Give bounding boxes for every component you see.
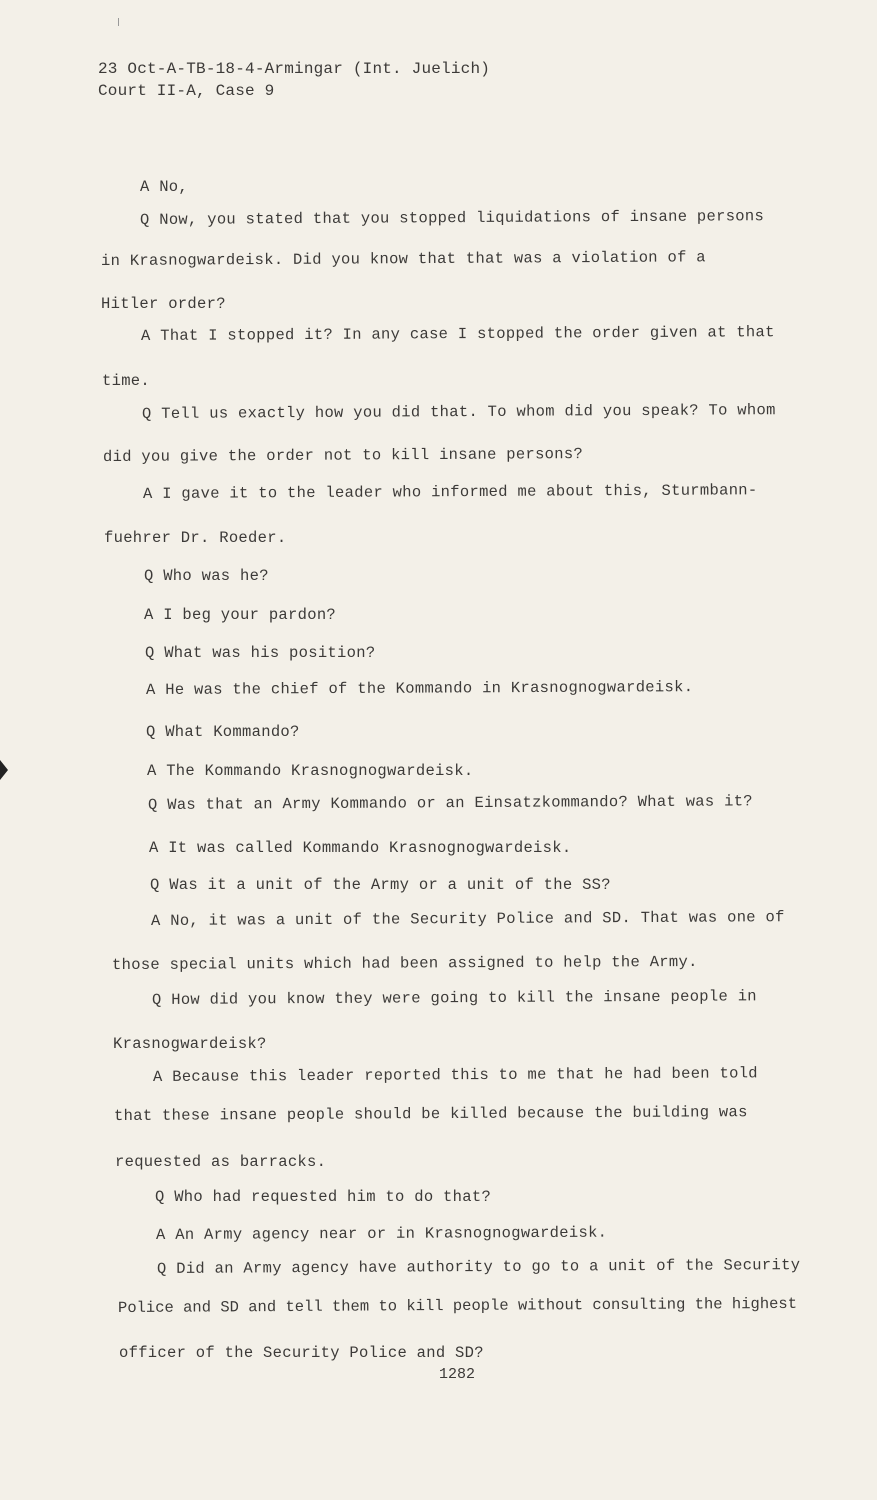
transcript-line: A I gave it to the leader who informed me about this, Sturmbann- <box>142 481 758 503</box>
transcript-line: Police and SD and tell them to kill people without consulting the highest <box>117 1294 798 1317</box>
transcript-line: Q Did an Army agency have authority to go to a unit of the Security <box>156 1256 801 1278</box>
transcript-line: A Because this leader reported this to me that he had been told <box>152 1064 758 1086</box>
transcript-line: Q What was his position? <box>145 644 376 662</box>
transcript-line: did you give the order not to kill insane persons? <box>102 445 584 466</box>
transcript-line: time. <box>102 372 151 390</box>
paper-mark <box>118 18 119 26</box>
transcript-line: A He was the chief of the Kommando in Krasnognogwardeisk. <box>145 678 694 699</box>
transcript-line: fuehrer Dr. Roeder. <box>104 529 287 547</box>
transcript-line: A No, <box>140 178 189 196</box>
transcript-line: those special units which had been assigned to help the Army. <box>111 952 698 974</box>
transcript-line: Q Who was he? <box>144 567 269 585</box>
transcript-line: Q What Kommando? <box>146 723 300 741</box>
transcript-line: Q Who had requested him to do that? <box>155 1188 492 1206</box>
transcript-line: Q How did you know they were going to kill the insane people in <box>151 987 757 1009</box>
transcript-line: officer of the Security Police and SD? <box>119 1344 484 1362</box>
transcript-line: Hitler order? <box>101 295 226 313</box>
transcript-line: in Krasnogwardeisk. Did you know that that was a violation of a <box>100 248 706 270</box>
transcript-line: Q Now, you stated that you stopped liquidations of insane persons <box>139 207 765 229</box>
header-court-case: Court II-A, Case 9 <box>98 82 275 100</box>
transcript-line: that these insane people should be killed because the building was <box>113 1103 748 1125</box>
transcript-line: Krasnogwardeisk? <box>113 1035 267 1053</box>
document-header <box>98 58 490 102</box>
transcript-line: A That I stopped it? In any case I stopped the order given at that <box>140 323 775 345</box>
transcript-line: A An Army agency near or in Krasnognogwardeisk. <box>155 1223 608 1244</box>
transcript-line: A It was called Kommando Krasnognogwardeisk. <box>149 839 572 857</box>
transcript-line: Q Was it a unit of the Army or a unit of the SS? <box>150 876 611 894</box>
transcript-line: Q Was that an Army Kommando or an Einsatzkommando? What was it? <box>147 792 753 814</box>
page-number: 1282 <box>439 1366 476 1383</box>
transcript-line: A No, it was a unit of the Security Police and SD. That was one of <box>150 908 785 930</box>
header-reference: 23 Oct-A-TB-18-4-Armingar (Int. Juelich) <box>98 60 491 78</box>
transcript-line: requested as barracks. <box>115 1153 327 1171</box>
transcript-line: A I beg your pardon? <box>144 606 337 624</box>
transcript-line: Q Tell us exactly how you did that. To whom did you speak? To whom <box>141 401 776 423</box>
transcript-line: A The Kommando Krasnognogwardeisk. <box>147 762 474 780</box>
binding-mark <box>0 760 8 780</box>
